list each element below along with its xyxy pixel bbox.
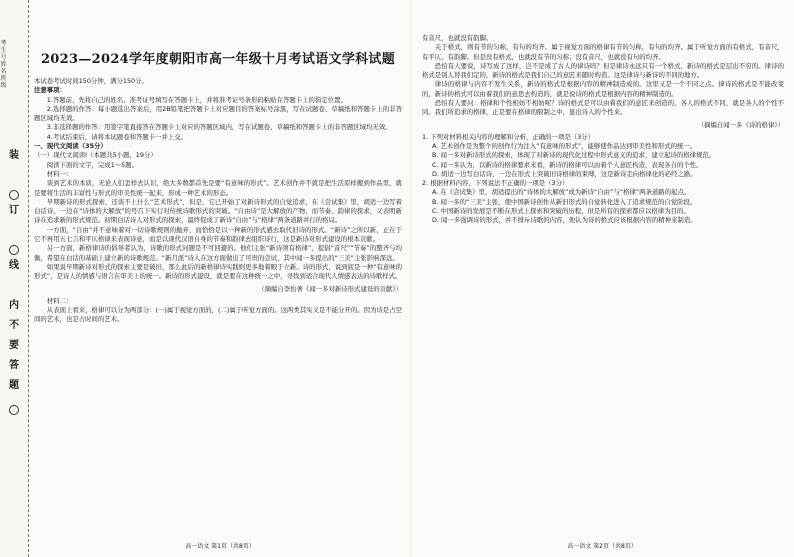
binding-margin	[0, 0, 29, 557]
notice-item: 1.答题前，先将自己的姓名、准考证号填写在答题卡上，并将准考证号条形码粘贴在答题卡上的指定位置。	[46, 95, 347, 104]
exam-intro: 本试卷考试时间150分钟，满分150分。	[34, 77, 148, 85]
question-option: A. 艺术创作是为整个的创作行为注入“有意味的形式”，能够使作品达到审美性和形式的统一。	[432, 141, 697, 150]
source-note: （摘编自闻一多《诗的格律》）	[697, 120, 784, 129]
binding-info-label: 考生号 姓名 班级	[0, 40, 7, 89]
binding-hole-icon	[9, 245, 19, 255]
body-paragraph: 谈到艺术的本质，无论人们怎样去认识，绝大多数都首先是要“有意味的形式”。艺术创作并不就是把生活原样搬到作品里，就是要将生活的丰富性与形式的审美性统一起来，形成一种艺术的形态。	[34, 179, 402, 197]
page-footer: 高一语文 第1页（共8页）	[185, 543, 255, 550]
body-paragraph: 如果说早期新诗对形式的探索主要是破旧，那么此后的新格律诗实践则更多地着眼于立新。诗的形式，说到底是一种“有意味的形式”，是诗人的情感与语言在审美上的统一。新诗的形式建设，就是要在这种统一之中，寻找到适合现代人情感表达的诗歌样式。	[34, 262, 402, 281]
subsection-heading: （一）现代文阅读Ⅰ（本题共5小题，19分）	[34, 151, 157, 160]
notice-item: 2.选择题的作答：每小题选出答案后，用2B铅笔把答题卡上对应题目的答案标号涂黑，写在试题卷、草稿纸和答题卡上的非答题区域均无效。	[34, 104, 402, 123]
body-paragraph: 早期新诗的形式探索，还谈不上什么“艺术形式”，但是，它已开始了对新诗形式的自觉追求，在《尝试集》里，胡适一边写着白话诗，一边在“诗体的大解放”的号召下实行对传统诗歌形式的突破。“自由诗”是大解放的产物，而节奏、韵律的探求，又表明新诗在追求新的形式规范。初期白话诗人对形式的探索，最终促成了新诗“自由”与“格律”两条道路并行的格局。	[34, 197, 402, 225]
binding-word: 订	[9, 205, 19, 216]
binding-word: 题	[9, 380, 19, 391]
body-paragraph: 从表面上看来，格律可以分为两部分：(一)属于视觉方面的，(二)属于听觉方面的。这两类其实又是不能分开的。因为诗是占空间的艺术，也是占时间的艺术。	[34, 305, 402, 324]
question-stem: 2. 根据材料内容，下列说法不正确的一项是（3分）	[422, 179, 569, 188]
body-paragraph: 恐怕有人要说，诗写成了这样，岂不是成了古人的律诗吗？但是律诗永远只有一个格式，新诗的格式是层出不穷的。律诗的格式是别人替我们定的，新诗的格式是我们自己的意匠来随时构造。这是律诗与新诗的不同的地方。	[422, 61, 784, 80]
body-paragraph: 律诗的格律与内容不发生关系，新诗的格式是根据内容的精神制造成的。这里又是一个不同之点。律诗的格式是不能改变的，新诗的格式可以由着我们的意思去构造的，就是说诗的格式是根据内容的精神制造的。	[422, 80, 784, 98]
question-option: B. 闻一多对新诗形式的探索，体现了对新诗的现代化过程中形式意义的追求，建立起诗的格律规范。	[432, 151, 716, 160]
question-option: D. 闻一多强调诗的形式，并不排斥诗歌的内容，他认为诗的格式应该根据内容的精神来制造。	[432, 216, 697, 225]
right-content	[422, 34, 784, 226]
notice-item: 4.考试结束后，请将本试题卷和答题卡一并上交。	[46, 132, 188, 141]
body-paragraph: 另一方面，新格律诗的倡导者认为，诗歌的形式问题是不可回避的。他们主张“新诗须有格律”，提倡“音尺”“节奏”的整齐与均衡，希望在白话的基础上建立新的诗歌规范。“新月派”诗人在这方面做出了可贵的尝试，其中闻一多提出的“三美”主张影响深远。	[34, 244, 402, 262]
right-page	[412, 0, 794, 557]
question-option: B. 闻一多的“三美”主张，使中国新诗创作从新旧形式的自觉转化进入了追求规范的自觉阶段。	[432, 197, 697, 206]
body-paragraph: 一方面，“自由”并不意味着对一切诗歌规则的抛弃，而恰恰是以一种新的形式感去取代旧诗的形式。“新诗”之所以新，正在于它不再用五七言和平仄格律来表现诗意，而是以现代汉语自身的节奏和韵律去组织诗行，这是新诗对形式建设的根本贡献。	[34, 225, 402, 244]
binding-word: 内	[9, 300, 19, 311]
question-option: D. 胡适一边写白话诗，一边在形式上突破旧诗格律的束缚，这是新诗走向格律化的必经之路。	[432, 169, 697, 178]
binding-word: 线	[9, 260, 19, 271]
question-option: C. 中国新诗的发展是不断在形式上探索和突破的历程，但是所有的探索都应以格律为目的。	[432, 207, 690, 216]
question-option: A. 在《尝试集》里，胡适提出的“诗体的大解放”成为新诗“自由”与“格律”两条道路的起点。	[432, 188, 691, 197]
binding-word: 要	[9, 340, 19, 351]
body-paragraph: 恐怕有人要问：格律和个性相妨不相妨呢？诗的格式是可以由着我们的意匠来创造的，各人的格式不同，就是各人的个性不同。我们所追求的格律，正是要在格律的限制之中，显出诗人的个性来。	[422, 99, 784, 117]
binding-word: 不	[9, 320, 19, 331]
notice-heading: 注意事项：	[34, 86, 66, 95]
material-label: 材料一：	[46, 169, 73, 178]
question-stem: 1. 下列对材料相关内容的理解和分析，正确的一项是（3分）	[422, 132, 594, 141]
binding-word: 答	[9, 360, 19, 371]
binding-hole-icon	[9, 190, 19, 200]
left-content	[34, 14, 402, 324]
binding-word: 装	[9, 150, 19, 161]
section-heading: 一、现代文阅读（35分）	[34, 142, 107, 151]
body-paragraph: 关于格式，则有节的匀称，有句的均齐。属于视觉方面的格律有节的匀称，有句的均齐。属于听觉方面的有格式，有音尺，有平仄，有韵脚。但是没有格式，也就没有节的匀称；没有音尺，也就没有句的均齐。	[422, 43, 784, 61]
source-note: （摘编自李怡著《闻一多对新诗形式建设的贡献》）	[258, 284, 402, 293]
binding-hole-icon	[9, 405, 19, 415]
body-paragraph: 有音尺，也就没有韵脚。	[422, 34, 493, 42]
material-label: 材料二：	[46, 296, 73, 305]
question-option: C. 闻一多认为，以新诗的格律要求来看，新诗的格律可以由着个人意匠构造，表现各自的个性。	[432, 160, 703, 169]
page-footer: 高一语文 第2页（共8页）	[567, 543, 637, 550]
exam-title: 2023—2024学年度朝阳市高一年级十月考试语文学科试题	[40, 52, 396, 67]
notice-item: 3.非选择题的作答：用签字笔直接答在答题卡上对应的答题区域内，写在试题卷、草稿纸和答题卡上的非答题区域均无效。	[46, 123, 392, 132]
reading-instruction: 阅读下面的文字，完成1～5题。	[46, 160, 139, 169]
